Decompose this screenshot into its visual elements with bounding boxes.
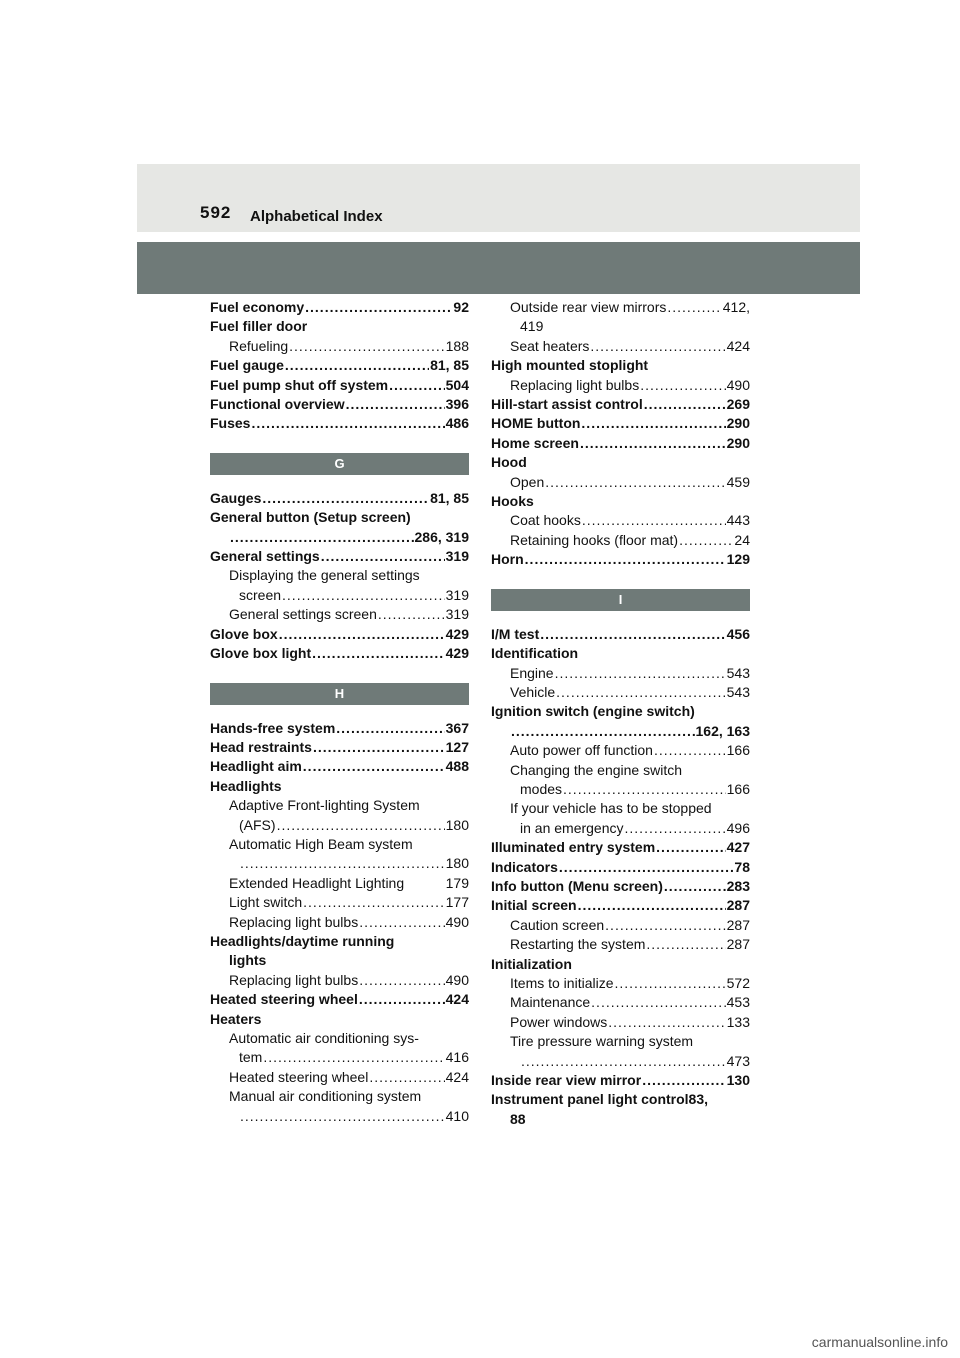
index-entry	[491, 702, 750, 721]
index-entry-page: 166	[726, 742, 750, 759]
index-entry-page: 443	[726, 512, 750, 529]
index-entry-page: 459	[726, 473, 750, 490]
index-entry	[491, 1013, 750, 1032]
dot-leader	[262, 489, 429, 508]
index-entry	[491, 741, 750, 760]
index-entry-term: Automatic air conditioning sys-	[229, 1030, 419, 1046]
index-entry	[210, 816, 469, 835]
section-title: Alphabetical Index	[250, 208, 383, 225]
index-entry	[491, 317, 750, 336]
index-entry	[210, 356, 469, 375]
index-entry-page: 543	[726, 664, 750, 681]
index-entry-term: Changing the engine switch	[510, 761, 683, 778]
index-entry	[210, 605, 469, 624]
index-entry	[210, 1068, 469, 1087]
index-entry-term: Horn	[491, 551, 524, 568]
dot-leader	[582, 511, 726, 530]
index-entry-term: Extended Headlight Lighting	[229, 874, 405, 891]
index-entry-page: 269	[726, 396, 750, 413]
index-entry	[210, 1107, 469, 1126]
index-entry-term: Adaptive Front-lighting System	[229, 797, 420, 814]
index-entry-page: 543	[726, 683, 750, 700]
index-entry-page: 490	[445, 971, 469, 988]
index-entry	[210, 298, 469, 317]
dot-leader	[679, 531, 733, 550]
header-dark-band	[137, 242, 860, 294]
index-entry-term: Fuel gauge	[210, 357, 284, 374]
dot-leader	[369, 1068, 444, 1087]
index-entry-term: Seat heaters	[510, 337, 590, 354]
dot-leader	[303, 757, 445, 776]
index-entry-page: 416	[445, 1049, 469, 1066]
index-entry	[210, 1048, 469, 1067]
index-entry	[491, 1090, 750, 1109]
index-entry-term: Hands-free system	[210, 719, 336, 736]
page-number: 592	[200, 203, 232, 222]
index-entry-term: Retaining hooks (floor mat)	[510, 531, 679, 548]
dot-leader	[263, 1048, 444, 1067]
index-entry	[210, 528, 469, 547]
dot-leader	[303, 893, 444, 912]
index-entry-term: Vehicle	[510, 683, 556, 700]
index-entry	[210, 835, 469, 854]
index-entry-term: General settings	[210, 548, 320, 565]
entries-h-continued	[491, 298, 750, 570]
index-entry	[210, 337, 469, 356]
index-entry-term: Open	[510, 473, 545, 490]
index-entry	[491, 1110, 750, 1129]
index-entry-term: Headlight aim	[210, 758, 302, 775]
dot-leader	[625, 819, 726, 838]
index-entry-term: Power windows	[510, 1013, 608, 1030]
dot-leader	[540, 625, 725, 644]
index-entry	[491, 819, 750, 838]
index-entry	[491, 337, 750, 356]
index-entry	[491, 434, 750, 453]
dot-leader	[590, 337, 725, 356]
index-entry-page: 180	[445, 855, 469, 872]
index-entry	[491, 780, 750, 799]
index-entry	[210, 913, 469, 932]
dot-leader	[336, 719, 444, 738]
dot-leader	[346, 395, 445, 414]
index-entry-term: Heated steering wheel	[210, 991, 358, 1008]
index-entry	[210, 971, 469, 990]
dot-leader	[642, 1071, 725, 1090]
index-entry-page: 290	[726, 434, 750, 451]
index-entry	[210, 644, 469, 663]
index-entry	[491, 550, 750, 569]
index-entry-term: Glove box light	[210, 645, 312, 662]
index-entry	[491, 799, 750, 818]
index-entry-term: Light switch	[229, 894, 303, 911]
index-entry	[210, 932, 469, 951]
index-entry-term: in an emergency	[520, 819, 624, 836]
index-entry-page: 490	[726, 376, 750, 393]
dot-leader	[581, 414, 725, 433]
index-entry-term: Fuel pump shut off system	[210, 376, 389, 393]
index-entry-page: 456	[726, 625, 750, 642]
dot-leader	[664, 877, 726, 896]
entries-h	[210, 719, 469, 1127]
dot-leader	[240, 1107, 445, 1126]
index-entry	[491, 356, 750, 375]
index-entry-term: lights	[229, 952, 267, 969]
index-entry-term: Tire pressure warning system	[510, 1033, 694, 1050]
index-entry-page: 572	[726, 975, 750, 991]
index-entry-term: Auto power off function	[510, 742, 653, 759]
index-entry-term: Identification	[491, 645, 579, 662]
index-entry	[491, 722, 750, 741]
index-entry	[210, 489, 469, 508]
dot-leader	[656, 838, 725, 857]
index-entry-term: HOME button	[491, 415, 581, 432]
dot-leader	[312, 644, 445, 663]
index-entry	[491, 511, 750, 530]
dot-leader	[277, 816, 445, 835]
index-entry-page: 81, 85	[430, 489, 469, 506]
index-entry-term: Indicators	[491, 858, 558, 875]
index-entry	[491, 877, 750, 896]
index-entry-page: 453	[726, 994, 750, 1011]
index-entry-page: 287	[726, 897, 750, 914]
index-entry-page: 367	[445, 719, 469, 736]
dot-leader	[389, 376, 445, 395]
dot-leader	[359, 971, 444, 990]
index-entry	[210, 586, 469, 605]
dot-leader	[525, 550, 726, 569]
index-entry	[210, 376, 469, 395]
index-entry	[210, 317, 469, 336]
index-entry-term: General button (Setup screen)	[210, 509, 411, 526]
index-entry-page: 283	[726, 877, 750, 894]
index-entry-page: 127	[445, 738, 469, 755]
index-entry	[491, 473, 750, 492]
index-entry-page: 429	[445, 645, 469, 662]
index-entry	[491, 625, 750, 644]
index-entry-page: 412,	[722, 299, 750, 315]
index-entry-term: Functional overview	[210, 396, 345, 413]
index-entry-page: 78	[734, 858, 750, 875]
group-heading-h: H	[210, 683, 469, 705]
dot-leader	[511, 722, 695, 741]
index-entry-page: 130	[726, 1072, 750, 1089]
dot-leader	[644, 395, 726, 414]
index-entry	[491, 993, 750, 1012]
index-entry-page: 166	[726, 780, 750, 797]
dot-leader	[251, 414, 444, 433]
index-entry-term: Outside rear view mirrors	[510, 299, 667, 315]
index-entry	[210, 1029, 469, 1048]
entries-i	[491, 625, 750, 1130]
index-entry-term: Heated steering wheel	[229, 1068, 369, 1085]
index-entry-page: 486	[445, 415, 469, 432]
index-entry-page: 424	[445, 991, 469, 1008]
index-entry-term: Items to initialize	[510, 975, 614, 991]
index-entry-term: Engine	[510, 664, 554, 681]
index-entry	[491, 531, 750, 550]
index-entry	[491, 858, 750, 877]
index-entry-term: Coat hooks	[510, 512, 581, 529]
index-entry-term: Replacing light bulbs	[510, 376, 640, 393]
index-entry-term: Replacing light bulbs	[229, 913, 359, 930]
index-entry-term: Restarting the system	[510, 936, 646, 953]
index-entry	[210, 508, 469, 527]
index-entry	[491, 761, 750, 780]
index-entry	[491, 838, 750, 857]
index-column-left	[210, 298, 469, 1126]
dot-leader	[521, 1052, 726, 1071]
dot-leader	[279, 625, 445, 644]
dot-leader	[580, 434, 726, 453]
index-entry	[491, 1071, 750, 1090]
index-entry	[210, 547, 469, 566]
dot-leader	[359, 990, 445, 1009]
index-entry	[210, 738, 469, 757]
dot-leader	[240, 854, 445, 873]
dot-leader	[555, 664, 726, 683]
index-entry-term: Replacing light bulbs	[229, 971, 359, 988]
dot-leader	[313, 738, 445, 757]
index-entry	[210, 777, 469, 796]
index-entry-term: screen	[239, 586, 282, 603]
index-entry-term: Headlights/daytime running	[210, 932, 395, 949]
index-entry-page: 129	[726, 551, 750, 568]
index-entry-page: 290	[726, 415, 750, 432]
index-entry-page: 490	[445, 913, 469, 930]
index-entry	[210, 395, 469, 414]
entries-f	[210, 298, 469, 434]
dot-leader	[640, 376, 725, 395]
index-entry-term: tem	[239, 1049, 263, 1066]
index-entry-page: 286, 319	[414, 528, 469, 545]
entries-g	[210, 489, 469, 664]
index-entry-page: 488	[445, 758, 469, 775]
index-entry-page: 188	[445, 337, 469, 354]
dot-leader	[667, 298, 721, 317]
index-entry	[491, 935, 750, 954]
index-entry-term: Illuminated entry system	[491, 839, 656, 856]
index-entry	[210, 951, 469, 970]
dot-leader	[605, 916, 725, 935]
index-entry-term: Fuses	[210, 415, 251, 432]
index-entry-term: Instrument panel light control83,	[491, 1091, 709, 1108]
index-entry-term: Displaying the general settings	[229, 567, 420, 584]
index-entry	[210, 719, 469, 738]
index-entry-page: 319	[445, 586, 469, 603]
header-band	[137, 164, 860, 232]
index-entry	[491, 298, 750, 317]
group-heading-i: I	[491, 589, 750, 611]
dot-leader	[545, 473, 725, 492]
index-entry-page: 24	[734, 531, 750, 548]
dot-leader	[305, 298, 452, 317]
index-entry-term: Refueling	[229, 337, 289, 354]
index-entry	[491, 644, 750, 663]
index-entry-page: 424	[726, 337, 750, 354]
index-entry-page: 429	[445, 625, 469, 642]
index-entry	[491, 955, 750, 974]
index-entry-term: Fuel filler door	[210, 318, 308, 335]
index-entry	[491, 1052, 750, 1071]
dot-leader	[359, 913, 444, 932]
index-entry-page: 133	[726, 1013, 750, 1030]
index-entry-page: 179	[445, 874, 469, 891]
index-entry-page: 319	[445, 606, 469, 623]
dot-leader	[614, 974, 725, 993]
index-entry-term: Glove box	[210, 625, 278, 642]
index-entry-term: Gauges	[210, 489, 262, 506]
dot-leader	[578, 896, 726, 915]
index-entry-page: 396	[445, 396, 469, 413]
index-entry	[210, 796, 469, 815]
dot-leader	[559, 858, 734, 877]
index-entry	[491, 664, 750, 683]
index-entry	[210, 1087, 469, 1106]
index-entry-term: High mounted stoplight	[491, 357, 649, 374]
dot-leader	[608, 1013, 725, 1032]
index-entry-page: 473	[726, 1052, 750, 1069]
index-entry-page: 410	[445, 1107, 469, 1124]
index-entry-term: Info button (Menu screen)	[491, 877, 663, 894]
index-entry	[491, 414, 750, 433]
index-entry-page: 287	[726, 936, 750, 953]
index-entry-term: Inside rear view mirror	[491, 1072, 642, 1089]
index-entry	[491, 916, 750, 935]
index-entry-page: 424	[445, 1068, 469, 1085]
dot-leader	[282, 586, 445, 605]
index-entry	[210, 874, 469, 893]
index-entry-term: Maintenance	[510, 994, 591, 1011]
index-entry	[210, 625, 469, 644]
index-entry-term: Manual air conditioning system	[229, 1088, 422, 1105]
dot-leader	[654, 741, 726, 760]
index-entry	[491, 453, 750, 472]
index-entry-term: Initial screen	[491, 897, 577, 914]
dot-leader	[289, 337, 444, 356]
index-entry-term: Headlights	[210, 777, 282, 794]
index-entry	[491, 683, 750, 702]
dot-leader	[378, 605, 445, 624]
index-entry	[491, 1032, 750, 1051]
dot-leader	[646, 935, 725, 954]
index-entry	[491, 896, 750, 915]
index-entry-page: 180	[445, 816, 469, 833]
index-entry	[210, 414, 469, 433]
dot-leader	[591, 993, 725, 1012]
index-entry-page: 162, 163	[695, 722, 750, 739]
index-entry	[210, 854, 469, 873]
index-entry	[210, 566, 469, 585]
index-entry-term: Head restraints	[210, 738, 312, 755]
index-entry-page: 427	[726, 839, 750, 856]
index-entry-term: (AFS)	[239, 816, 276, 833]
index-entry-term: Automatic High Beam system	[229, 835, 413, 852]
index-entry	[491, 395, 750, 414]
index-entry	[210, 893, 469, 912]
index-entry-term: Ignition switch (engine switch)	[491, 703, 695, 720]
index-entry-page: 92	[453, 299, 469, 315]
index-entry-term: Hooks	[491, 493, 534, 510]
index-entry-term: Initialization	[491, 955, 572, 972]
group-heading-g: G	[210, 453, 469, 475]
index-entry	[491, 376, 750, 395]
index-entry-term: modes	[520, 780, 563, 797]
index-entry-page: 496	[726, 819, 750, 836]
watermark: carmanualsonline.info	[811, 1334, 948, 1350]
index-entry-term: If your vehicle has to be stopped	[510, 800, 712, 817]
index-entry-term: Hill-start assist control	[491, 396, 643, 413]
index-entry-page: 504	[445, 376, 469, 393]
index-column-right	[491, 298, 750, 1129]
index-entry-page: 319	[445, 548, 469, 565]
index-entry	[210, 757, 469, 776]
index-entry-term: 88	[510, 1110, 526, 1127]
index-entry-term: 419	[520, 318, 544, 335]
index-entry-term: Heaters	[210, 1010, 262, 1027]
index-entry	[491, 974, 750, 993]
index-entry-page: 287	[726, 916, 750, 933]
index-entry	[491, 492, 750, 511]
index-entry-term: I/M test	[491, 625, 540, 642]
index-entry-term: General settings screen	[229, 606, 377, 623]
dot-leader	[556, 683, 725, 702]
index-entry-page: 81, 85	[430, 357, 469, 374]
index-entry-term: Hood	[491, 454, 527, 471]
dot-leader	[563, 780, 726, 799]
index-entry	[210, 990, 469, 1009]
index-entry-term: Caution screen	[510, 916, 605, 933]
index-entry-term: Home screen	[491, 434, 579, 451]
index-entry	[210, 1010, 469, 1029]
index-entry-page: 177	[445, 894, 469, 911]
dot-leader	[321, 547, 445, 566]
dot-leader	[230, 528, 414, 547]
index-entry-term: Fuel economy	[210, 299, 305, 315]
dot-leader	[285, 356, 429, 375]
